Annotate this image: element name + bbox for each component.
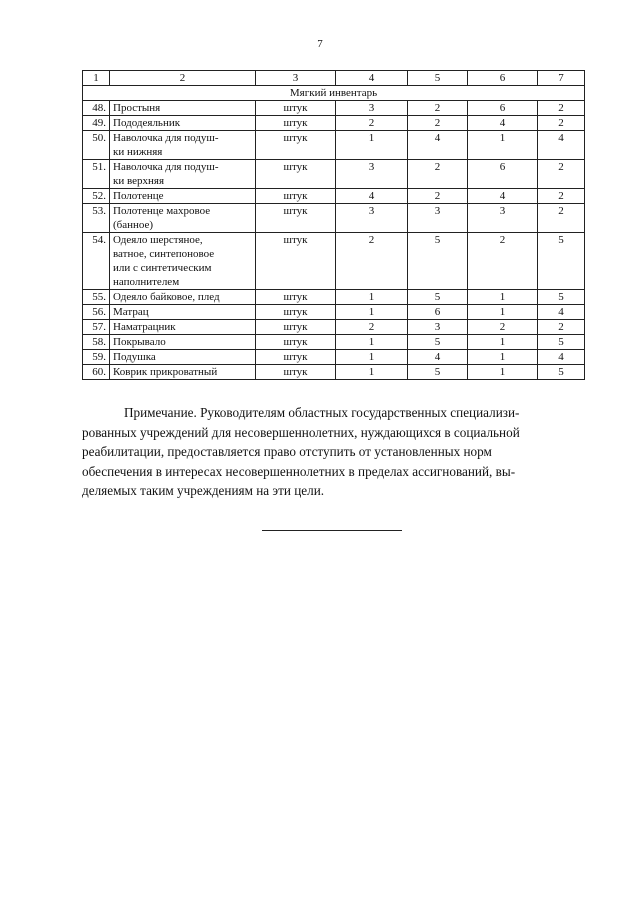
value-col4: 3 [336,101,408,116]
item-name [110,160,256,189]
row-number: 53. [83,204,110,233]
table-row [83,335,585,350]
value-col4: 2 [336,116,408,131]
item-name [110,365,256,380]
value-col7: 5 [538,335,585,350]
unit-cell: штук [256,365,336,380]
row-number: 49. [83,116,110,131]
table-row [83,116,585,131]
value-col5: 5 [408,335,468,350]
value-col4: 2 [336,320,408,335]
row-number: 48. [83,101,110,116]
value-col6: 4 [468,116,538,131]
page-number: 7 [317,38,323,50]
item-name-line: (банное) [113,219,154,231]
item-name [110,320,256,335]
value-col4: 1 [336,335,408,350]
item-name [110,350,256,365]
note-line: обеспечения в интересах несовершеннолетних в пределах ассигнований, вы- [82,463,516,479]
value-col5: 2 [408,160,468,189]
unit-cell: штук [256,204,336,233]
value-col7: 4 [538,131,585,160]
item-name [110,233,256,290]
item-name-line: Простыня [113,102,161,114]
value-col7: 2 [538,189,585,204]
value-col6: 1 [468,335,538,350]
note-line: реабилитации, предоставляется право отступить от установленных норм [82,444,492,459]
value-col4: 1 [336,350,408,365]
row-number: 56. [83,305,110,320]
row-number: 59. [83,350,110,365]
table-row [83,290,585,305]
unit-cell: штук [256,350,336,365]
item-name-line: Подушка [113,351,156,363]
unit-cell: штук [256,233,336,290]
value-col5: 5 [408,365,468,380]
item-name-line: Полотенце [113,190,164,202]
value-col5: 3 [408,204,468,233]
value-col7: 5 [538,290,585,305]
column-header: 1 [83,71,110,86]
item-name-line: Матрац [113,306,149,318]
item-name [110,305,256,320]
value-col4: 1 [336,131,408,160]
value-col7: 2 [538,204,585,233]
row-number: 50. [83,131,110,160]
item-name-line: Наматрацник [113,321,176,333]
note-line: рованных учреждений для несовершеннолетних, нуждающихся в социальной [82,424,520,440]
table-row [83,305,585,320]
value-col7: 5 [538,233,585,290]
item-name [110,116,256,131]
row-number: 57. [83,320,110,335]
value-col4: 1 [336,290,408,305]
table-row [83,189,585,204]
table-row [83,204,585,233]
column-header: 2 [110,71,256,86]
item-name-line: Полотенце махровое [113,205,211,217]
value-col5: 4 [408,131,468,160]
value-col6: 6 [468,101,538,116]
value-col7: 2 [538,101,585,116]
value-col4: 3 [336,160,408,189]
value-col6: 4 [468,189,538,204]
value-col7: 2 [538,116,585,131]
unit-cell: штук [256,335,336,350]
value-col6: 1 [468,350,538,365]
value-col5: 5 [408,290,468,305]
column-header: 5 [408,71,468,86]
row-number: 52. [83,189,110,204]
table-header-row [83,71,585,86]
table-row [83,131,585,160]
table-row [83,160,585,189]
row-number: 58. [83,335,110,350]
value-col6: 2 [468,320,538,335]
item-name-line: Коврик прикроватный [113,366,218,378]
column-header: 3 [256,71,336,86]
value-col4: 4 [336,189,408,204]
item-name [110,290,256,305]
item-name-line: ки нижняя [113,146,163,158]
table-row [83,365,585,380]
value-col6: 3 [468,204,538,233]
table-row [83,233,585,290]
value-col7: 4 [538,305,585,320]
row-number: 55. [83,290,110,305]
value-col6: 6 [468,160,538,189]
table-row [83,101,585,116]
item-name [110,335,256,350]
unit-cell: штук [256,101,336,116]
item-name-line: Одеяло байковое, плед [113,291,220,303]
unit-cell: штук [256,131,336,160]
unit-cell: штук [256,189,336,204]
item-name [110,189,256,204]
item-name-line: Наволочка для подуш- [113,132,219,144]
inventory-table [82,70,585,380]
value-col7: 5 [538,365,585,380]
value-col6: 1 [468,290,538,305]
row-number: 51. [83,160,110,189]
unit-cell: штук [256,160,336,189]
value-col5: 2 [408,116,468,131]
value-col5: 4 [408,350,468,365]
value-col4: 2 [336,233,408,290]
section-title: Мягкий инвентарь [83,86,585,101]
value-col5: 6 [408,305,468,320]
value-col4: 3 [336,204,408,233]
item-name-line: или с синтетическим [113,262,212,274]
section-row [83,86,585,101]
unit-cell: штук [256,116,336,131]
closing-rule [262,530,402,531]
note-line: деляемых таким учреждениям на эти цели. [82,483,325,498]
value-col5: 3 [408,320,468,335]
value-col5: 5 [408,233,468,290]
item-name-line: Наволочка для подуш- [113,161,219,173]
value-col6: 1 [468,365,538,380]
unit-cell: штук [256,290,336,305]
value-col7: 2 [538,160,585,189]
value-col6: 2 [468,233,538,290]
item-name-line: ватное, синтепоновое [113,248,215,260]
item-name [110,204,256,233]
column-header: 7 [538,71,585,86]
item-name-line: наполнителем [113,276,180,288]
note-paragraph [82,403,584,501]
note-line: Примечание. Руководителям областных государственных специализи- [124,405,520,420]
table-row [83,350,585,365]
value-col5: 2 [408,189,468,204]
value-col6: 1 [468,305,538,320]
column-header: 6 [468,71,538,86]
row-number: 54. [83,233,110,290]
item-name-line: Пододеяльник [113,117,181,129]
item-name-line: ки верхняя [113,175,164,187]
row-number: 60. [83,365,110,380]
item-name [110,131,256,160]
value-col4: 1 [336,365,408,380]
value-col6: 1 [468,131,538,160]
item-name-line: Одеяло шерстяное, [113,234,203,246]
item-name [110,101,256,116]
column-header: 4 [336,71,408,86]
value-col7: 2 [538,320,585,335]
unit-cell: штук [256,305,336,320]
value-col7: 4 [538,350,585,365]
value-col5: 2 [408,101,468,116]
item-name-line: Покрывало [113,336,166,348]
unit-cell: штук [256,320,336,335]
value-col4: 1 [336,305,408,320]
table-row [83,320,585,335]
